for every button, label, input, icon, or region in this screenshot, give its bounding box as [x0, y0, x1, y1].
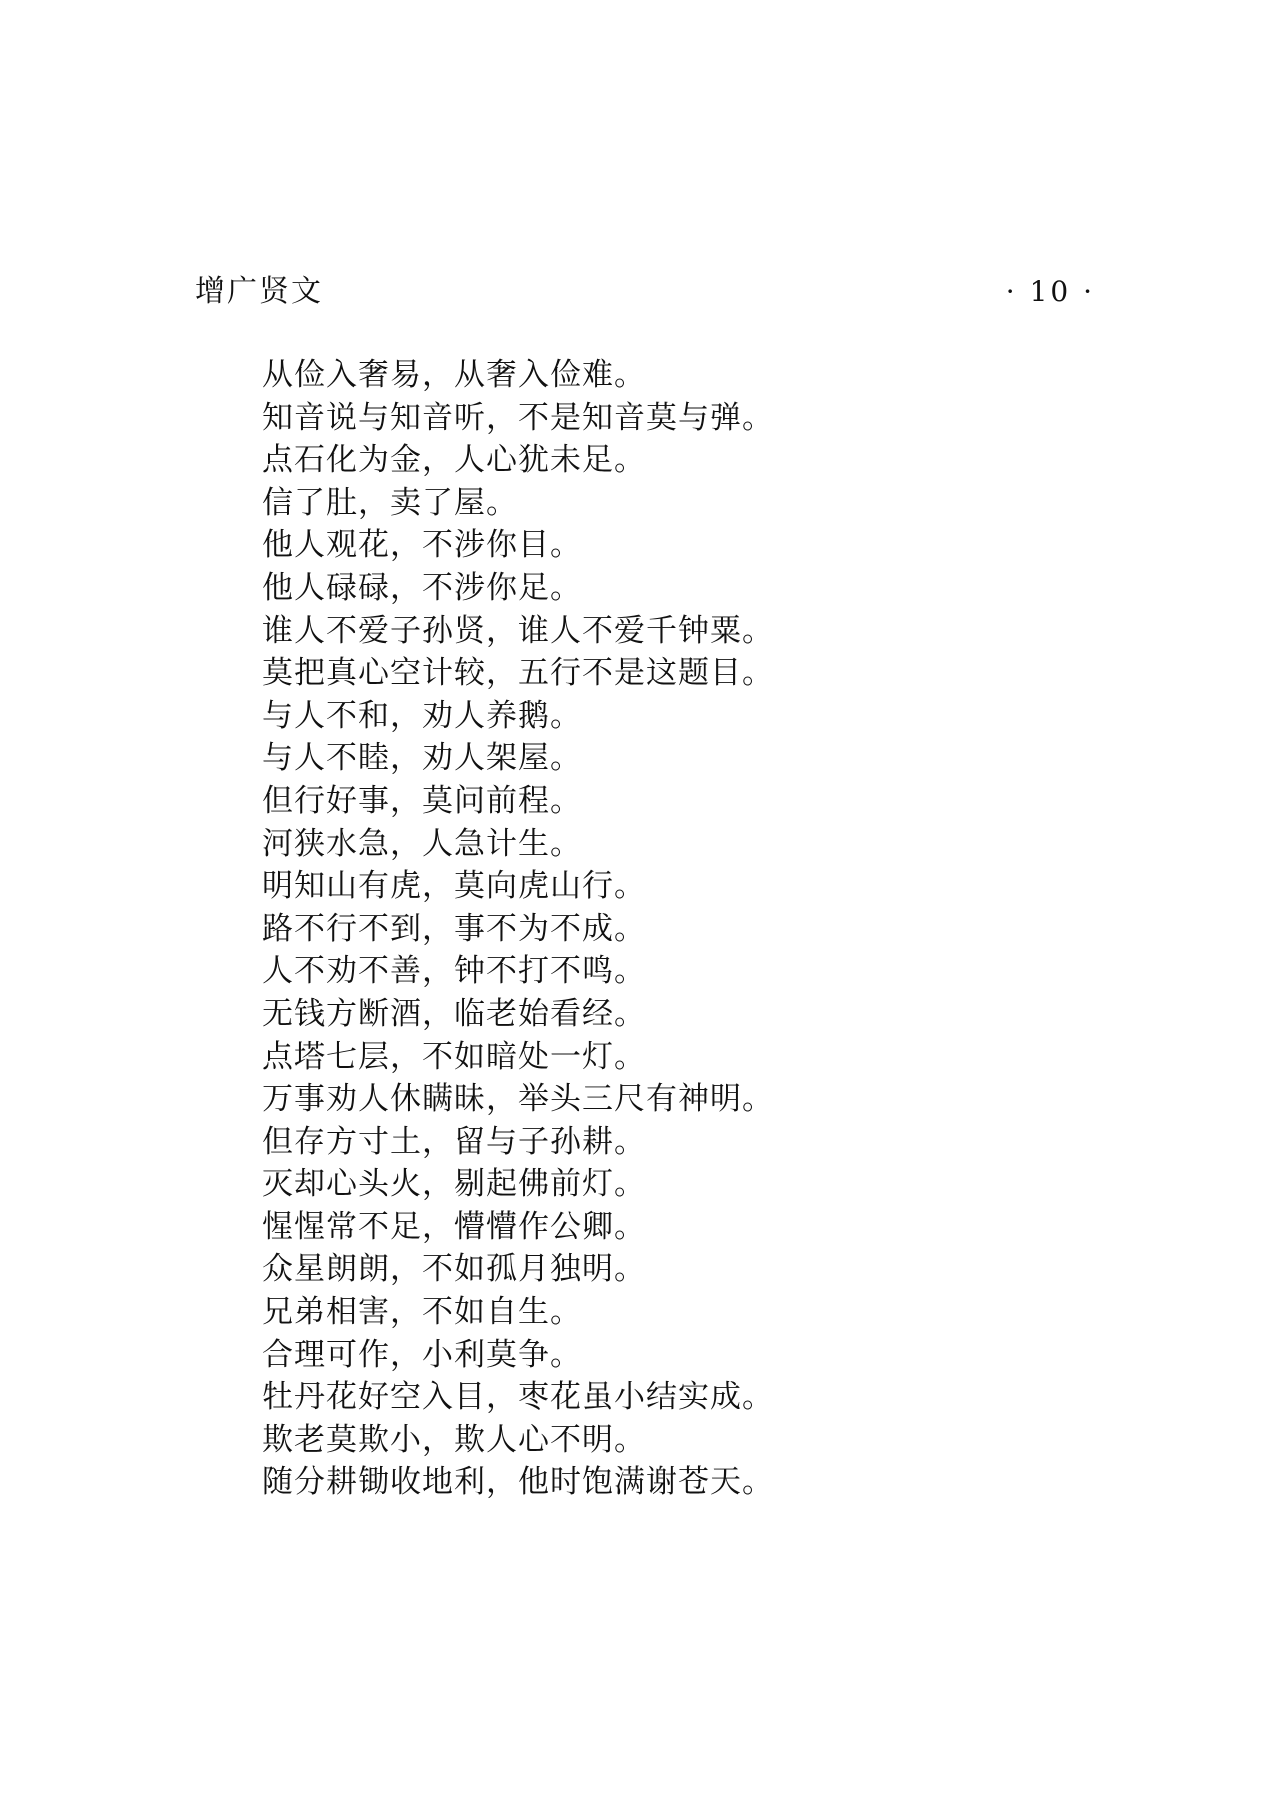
book-title: 增广贤文 — [195, 274, 323, 309]
verse-line: 他人碌碌，不涉你足。 — [262, 569, 582, 606]
verse-line: 人不劝不善，钟不打不鸣。 — [262, 953, 646, 990]
verse-line: 河狭水急，人急计生。 — [262, 825, 582, 862]
verse-line: 欺老莫欺小，欺人心不明。 — [262, 1421, 646, 1458]
verse-line: 点塔七层，不如暗处一灯。 — [262, 1038, 646, 1075]
verse-line: 万事劝人休瞒昧，举头三尺有神明。 — [262, 1081, 774, 1118]
verse-line: 无钱方断酒，临老始看经。 — [262, 995, 646, 1032]
verse-line: 牡丹花好空入目，枣花虽小结实成。 — [262, 1379, 774, 1416]
verse-line: 从俭入奢易，从奢入俭难。 — [262, 357, 646, 393]
verse-line: 合理可作，小利莫争。 — [262, 1336, 582, 1373]
verse-line: 知音说与知音听，不是知音莫与弹。 — [262, 399, 774, 436]
verse-line: 随分耕锄收地利，他时饱满谢苍天。 — [262, 1464, 774, 1501]
verse-line: 与人不睦，劝人架屋。 — [262, 740, 582, 777]
verse-line: 他人观花，不涉你目。 — [262, 527, 582, 564]
verse-list — [262, 354, 774, 1504]
verse-line: 与人不和，劝人养鹅。 — [262, 697, 582, 734]
verse-line: 点石化为金，人心犹未足。 — [262, 442, 646, 479]
verse-line: 谁人不爱子孙贤，谁人不爱千钟粟。 — [262, 612, 774, 649]
verse-line: 路不行不到，事不为不成。 — [262, 910, 646, 947]
page-number: · 10 · — [1005, 275, 1095, 308]
verse-line: 但存方寸土，留与子孙耕。 — [262, 1123, 646, 1160]
page-header — [195, 270, 1095, 314]
verse-line: 明知山有虎，莫向虎山行。 — [262, 868, 646, 905]
verse-line: 灭却心头火，剔起佛前灯。 — [262, 1166, 646, 1203]
verse-line: 但行好事，莫问前程。 — [262, 782, 582, 819]
verse-line: 惺惺常不足，懵懵作公卿。 — [262, 1208, 646, 1245]
verse-line: 莫把真心空计较，五行不是这题目。 — [262, 655, 774, 692]
verse-line: 众星朗朗，不如孤月独明。 — [262, 1251, 646, 1288]
verse-line: 兄弟相害，不如自生。 — [262, 1294, 582, 1331]
verse-line: 信了肚，卖了屋。 — [262, 484, 518, 521]
